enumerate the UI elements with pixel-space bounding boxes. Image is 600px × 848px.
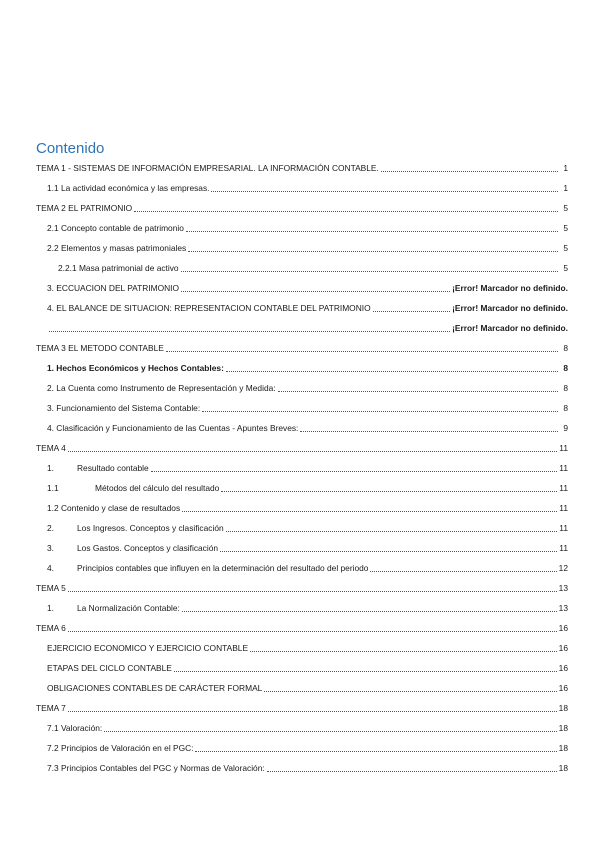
toc-entry-label: [47, 658, 172, 678]
toc-entry[interactable]: [36, 298, 568, 318]
toc-page-number: 5: [563, 243, 568, 253]
toc-leader-dots: [278, 390, 558, 392]
toc-leader-dots: [221, 490, 557, 492]
toc-entry-label: [47, 678, 262, 698]
toc-leader-dots: [104, 730, 556, 732]
toc-entry[interactable]: [36, 318, 568, 338]
toc-page-number: 8: [563, 403, 568, 413]
toc-entry-text: TEMA 2 EL PATRIMONIO: [36, 203, 133, 213]
toc-leader-dots: [373, 310, 451, 312]
toc-entry-text: 7.3 Principios Contables del PGC y Normas de Valoración:: [47, 763, 265, 773]
toc-leader-dots: [250, 650, 557, 652]
toc-leader-dots: [370, 570, 556, 572]
toc-leader-dots: [202, 410, 558, 412]
toc-leader-dots: [181, 270, 558, 272]
toc-entry-number: 1.: [47, 463, 54, 473]
toc-leader-dots: [49, 330, 450, 332]
toc-entry[interactable]: [36, 378, 568, 398]
toc-leader-dots: [151, 470, 558, 472]
toc-entry-text: 2.1 Concepto contable de patrimonio: [47, 223, 184, 233]
toc-page-number: 11: [559, 483, 568, 493]
toc-entry-text: 4. EL BALANCE DE SITUACION: REPRESENTACION CONTABLE DEL PATRIMONIO: [47, 303, 371, 313]
toc-page-number: ¡Error! Marcador no definido.: [452, 323, 568, 333]
toc-entry-label: [36, 618, 66, 638]
toc-entry-text: TEMA 5: [36, 583, 66, 593]
toc-entry-number: 1.: [47, 603, 54, 613]
toc-entry-text: Resultado contable: [77, 463, 149, 473]
toc-entry-label: [47, 218, 184, 238]
toc-entry[interactable]: [36, 458, 568, 478]
toc-entry-label: [47, 538, 218, 558]
toc-entry-text: Métodos del cálculo del resultado: [95, 483, 220, 493]
toc-page-number: 16: [558, 623, 568, 633]
toc-leader-dots: [186, 230, 558, 232]
toc-entry[interactable]: [36, 578, 568, 598]
toc-entry[interactable]: [36, 258, 568, 278]
toc-entry-text: La Normalización Contable:: [77, 603, 180, 613]
toc-page-number: 11: [559, 503, 568, 513]
toc-leader-dots: [182, 510, 557, 512]
toc-page-number: 16: [558, 643, 568, 653]
toc-entry-label: [47, 718, 102, 738]
toc-page-number: 12: [558, 563, 568, 573]
toc-entry[interactable]: [36, 758, 568, 778]
toc-page-number: ¡Error! Marcador no definido.: [452, 303, 568, 313]
toc-page-number: 8: [563, 363, 568, 373]
toc-entry[interactable]: [36, 218, 568, 238]
toc-entry-text: 2.2 Elementos y masas patrimoniales: [47, 243, 187, 253]
toc-entry[interactable]: [36, 178, 568, 198]
toc-entry-label: [47, 238, 186, 258]
toc-entry-text: EJERCICIO ECONOMICO Y EJERCICIO CONTABLE: [47, 643, 249, 653]
toc-entry-text: Principios contables que influyen en la determinación del resultado del periodo: [77, 563, 369, 573]
toc-entry-label: [47, 418, 298, 438]
toc-entry-text: 1.1 La actividad económica y las empresas.: [47, 183, 210, 193]
toc-entry[interactable]: [36, 658, 568, 678]
toc-entry[interactable]: [36, 558, 568, 578]
toc-entry[interactable]: [36, 518, 568, 538]
toc-entry[interactable]: [36, 478, 568, 498]
toc-page-number: 13: [558, 583, 568, 593]
toc-entry-text: 3. Funcionamiento del Sistema Contable:: [47, 403, 201, 413]
toc-page-number: 11: [559, 463, 568, 473]
table-of-contents: [36, 158, 568, 778]
toc-page-number: 11: [559, 543, 568, 553]
toc-entry-label: [36, 338, 164, 358]
toc-entry-text: TEMA 1 - SISTEMAS DE INFORMACIÓN EMPRESARIAL. LA INFORMACIÓN CONTABLE.: [36, 163, 379, 173]
toc-entry[interactable]: [36, 718, 568, 738]
toc-leader-dots: [195, 750, 556, 752]
toc-entry[interactable]: [36, 158, 568, 178]
toc-entry-label: [58, 258, 179, 278]
toc-entry-text: 1. Hechos Económicos y Hechos Contables:: [47, 363, 224, 373]
toc-page-number: 16: [558, 663, 568, 673]
toc-entry[interactable]: [36, 618, 568, 638]
toc-leader-dots: [264, 690, 556, 692]
toc-page-number: 9: [563, 423, 568, 433]
toc-entry[interactable]: [36, 398, 568, 418]
toc-entry-text: TEMA 3 EL METODO CONTABLE: [36, 343, 164, 353]
toc-entry-label: [47, 178, 209, 198]
toc-entry-text: 2.2.1 Masa patrimonial de activo: [58, 263, 179, 273]
toc-entry[interactable]: [36, 338, 568, 358]
toc-leader-dots: [134, 210, 558, 212]
toc-entry[interactable]: [36, 538, 568, 558]
toc-leader-dots: [226, 530, 558, 532]
toc-leader-dots: [211, 190, 558, 192]
toc-leader-dots: [174, 670, 557, 672]
toc-entry[interactable]: [36, 738, 568, 758]
toc-leader-dots: [68, 450, 558, 452]
toc-page-number: 13: [558, 603, 568, 613]
toc-page-number: 18: [558, 743, 568, 753]
toc-entry-label: [47, 378, 276, 398]
toc-page-number: 1: [563, 163, 568, 173]
toc-leader-dots: [181, 290, 450, 292]
toc-page-number: 5: [563, 263, 568, 273]
toc-entry-label: [47, 638, 248, 658]
toc-entry-label: [47, 758, 265, 778]
toc-page-number: 16: [558, 683, 568, 693]
toc-entry-text: 4. Clasificación y Funcionamiento de las Cuentas - Apuntes Breves:: [47, 423, 299, 433]
toc-entry-number: 2.: [47, 523, 54, 533]
toc-entry-label: [47, 298, 371, 318]
toc-entry-text: 2. La Cuenta como Instrumento de Representación y Medida:: [47, 383, 276, 393]
toc-page-number: 18: [558, 723, 568, 733]
toc-entry[interactable]: [36, 238, 568, 258]
toc-entry-text: Los Ingresos. Conceptos y clasificación: [77, 523, 224, 533]
toc-entry-text: ETAPAS DEL CICLO CONTABLE: [47, 663, 172, 673]
toc-leader-dots: [226, 370, 558, 372]
toc-page-number: 18: [558, 763, 568, 773]
toc-entry-text: TEMA 6: [36, 623, 66, 633]
toc-entry-number: 1.1: [47, 483, 59, 493]
toc-entry[interactable]: [36, 638, 568, 658]
toc-page-number: 5: [563, 203, 568, 213]
toc-page-number: 11: [559, 443, 568, 453]
toc-page-number: 8: [563, 383, 568, 393]
toc-entry-label: [47, 458, 149, 478]
toc-entry-text: TEMA 4: [36, 443, 66, 453]
toc-entry-number: 3.: [47, 543, 54, 553]
toc-entry-label: [36, 698, 66, 718]
toc-entry[interactable]: [36, 498, 568, 518]
toc-entry-label: [47, 598, 180, 618]
toc-entry-label: [47, 738, 193, 758]
toc-leader-dots: [267, 770, 557, 772]
toc-entry-text: OBLIGACIONES CONTABLES DE CARÁCTER FORMAL: [47, 683, 263, 693]
toc-heading: Contenido: [36, 140, 105, 157]
toc-entry-label: [47, 518, 224, 538]
toc-leader-dots: [381, 170, 558, 172]
toc-entry-label: [47, 278, 179, 298]
toc-page-number: ¡Error! Marcador no definido.: [452, 283, 568, 293]
toc-entry-label: [47, 558, 368, 578]
toc-entry[interactable]: [36, 678, 568, 698]
toc-page-number: 1: [563, 183, 568, 193]
toc-entry[interactable]: [36, 198, 568, 218]
toc-entry-text: 3. ECCUACION DEL PATRIMONIO: [47, 283, 179, 293]
toc-page-number: 8: [563, 343, 568, 353]
toc-entry[interactable]: [36, 358, 568, 378]
toc-entry-label: [47, 478, 219, 498]
toc-page-number: 18: [558, 703, 568, 713]
toc-entry-text: Los Gastos. Conceptos y clasificación: [77, 543, 219, 553]
toc-entry-label: [36, 438, 66, 458]
toc-entry-label: [47, 498, 180, 518]
toc-leader-dots: [68, 630, 557, 632]
toc-leader-dots: [188, 250, 558, 252]
toc-leader-dots: [166, 350, 558, 352]
toc-entry-number: 4.: [47, 563, 54, 573]
toc-leader-dots: [182, 610, 557, 612]
toc-entry-text: 7.1 Valoración:: [47, 723, 103, 733]
toc-leader-dots: [68, 710, 557, 712]
toc-entry-label: [47, 398, 200, 418]
toc-entry[interactable]: [36, 418, 568, 438]
toc-entry-text: 7.2 Principios de Valoración en el PGC:: [47, 743, 194, 753]
toc-entry-label: [47, 358, 224, 378]
toc-leader-dots: [300, 430, 558, 432]
toc-entry-text: 1.2 Contenido y clase de resultados: [47, 503, 181, 513]
toc-entry-text: TEMA 7: [36, 703, 66, 713]
toc-entry[interactable]: [36, 598, 568, 618]
toc-entry-label: [36, 578, 66, 598]
toc-entry-label: [36, 158, 379, 178]
toc-page-number: 5: [563, 223, 568, 233]
toc-leader-dots: [220, 550, 557, 552]
toc-entry[interactable]: [36, 438, 568, 458]
toc-page-number: 11: [559, 523, 568, 533]
toc-entry-label: [36, 198, 132, 218]
toc-leader-dots: [68, 590, 557, 592]
toc-entry[interactable]: [36, 698, 568, 718]
toc-entry[interactable]: [36, 278, 568, 298]
